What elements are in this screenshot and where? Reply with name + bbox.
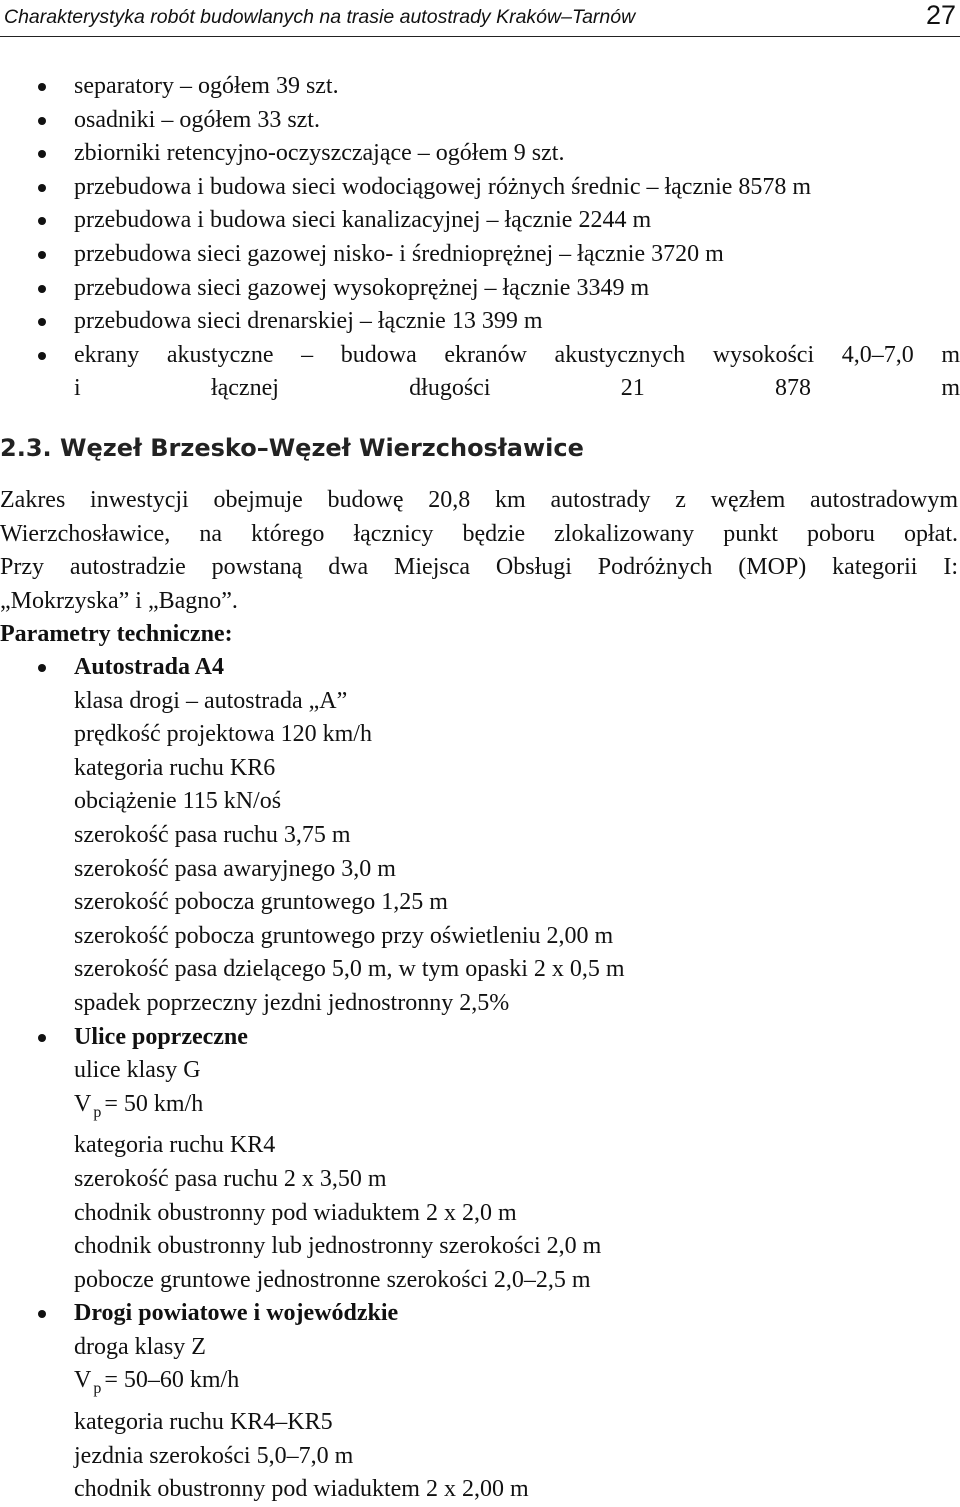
list-item: kategoria ruchu KR4	[74, 1132, 276, 1159]
bullet-icon	[38, 1034, 46, 1042]
design-speed-item: V $_p$ = 50 km/h	[74, 1090, 204, 1121]
list-item: kategoria ruchu KR4–KR5	[74, 1409, 333, 1436]
list-item: chodnik obustronny pod wiaduktem 2 x 2,00 m	[74, 1476, 529, 1503]
bullet-icon	[38, 318, 46, 326]
list-item-ekrany: ekrany akustyczne – budowa ekranów akustycznych wysokości 4,0–7,0 m i łącznej długości 21 878 m	[0, 339, 960, 406]
list-item: obciążenie 115 kN/oś	[74, 788, 282, 815]
section-paragraph	[0, 484, 958, 618]
bullet-icon	[38, 664, 46, 672]
group-title-ulice: Ulice poprzeczne	[0, 1021, 960, 1055]
list-item: przebudowa sieci gazowej nisko- i średnioprężnej – łącznie 3720 m	[0, 238, 960, 272]
bullet-icon	[38, 285, 46, 293]
paragraph-line: Zakres inwestycji obejmuje budowę 20,8 km autostrady z węzłem autostradowym	[0, 487, 958, 513]
list-item: szerokość pasa ruchu 2 x 3,50 m	[74, 1165, 387, 1192]
list-item: ulice klasy G	[74, 1057, 201, 1084]
list-item: przebudowa i budowa sieci kanalizacyjnej – łącznie 2244 m	[0, 204, 960, 238]
list-item: chodnik obustronny lub jednostronny szerokości 2,0 m	[74, 1233, 602, 1260]
bullet-icon	[38, 1310, 46, 1318]
paragraph-line: Przy autostradzie powstaną dwa Miejsca Obsługi Podróżnych (MOP) kategorii I:	[0, 554, 958, 581]
bullet-icon	[38, 117, 46, 125]
group-title-drogi: Drogi powiatowe i wojewódzkie	[0, 1297, 960, 1331]
bullet-icon	[38, 150, 46, 158]
list-item: klasa drogi – autostrada „A”	[74, 687, 348, 714]
list-item: chodnik obustronny pod wiaduktem 2 x 2,0 m	[74, 1199, 517, 1226]
list-item: przebudowa i budowa sieci wodociągowej różnych średnic – łącznie 8578 m	[0, 171, 960, 205]
list-item: szerokość pobocza gruntowego 1,25 m	[74, 889, 448, 916]
list-item: kategoria ruchu KR6	[74, 754, 276, 781]
list-item: szerokość pobocza gruntowego przy oświetleniu 2,00 m	[74, 922, 614, 949]
paragraph-line: Wierzchosławice, na którego łącznicy będzie zlokalizowany punkt poboru opłat.	[0, 520, 958, 547]
bullet-icon	[38, 83, 46, 91]
list-item: pobocze gruntowe jednostronne szerokości 2,0–2,5 m	[74, 1266, 591, 1293]
bullet-icon	[38, 184, 46, 192]
list-item: szerokość pasa ruchu 3,75 m	[74, 821, 351, 848]
works-bullet-list	[0, 70, 960, 406]
design-speed-item: V $_p$ = 50–60 km/h	[74, 1367, 240, 1398]
bullet-icon	[38, 217, 46, 225]
list-item: droga klasy Z	[74, 1333, 206, 1360]
list-item: osadniki – ogółem 33 szt.	[0, 104, 960, 138]
page-number: 27	[925, 0, 956, 30]
bullet-icon	[38, 352, 46, 360]
paragraph-line: „Mokrzyska” i „Bagno”.	[0, 587, 238, 614]
list-item: separatory – ogółem 39 szt.	[0, 70, 960, 104]
running-header	[0, 0, 960, 37]
section-heading: 2.3. Węzeł Brzesko–Węzeł Wierzchosławice	[0, 434, 584, 462]
list-item: zbiorniki retencyjno-oczyszczające – ogółem 9 szt.	[0, 137, 960, 171]
params-heading: Parametry techniczne:	[0, 621, 233, 647]
list-item: przebudowa sieci gazowej wysokoprężnej – łącznie 3349 m	[0, 272, 960, 306]
list-item: szerokość pasa dzielącego 5,0 m, w tym opaski 2 x 0,5 m	[74, 956, 625, 983]
list-item: szerokość pasa awaryjnego 3,0 m	[74, 855, 396, 882]
header-title: Charakterystyka robót budowlanych na trasie autostrady Kraków–Tarnów	[4, 6, 636, 28]
parameters-list	[0, 651, 960, 1507]
list-item: prędkość projektowa 120 km/h	[74, 721, 372, 748]
list-item: jezdnia szerokości 5,0–7,0 m	[74, 1442, 354, 1469]
bullet-icon	[38, 251, 46, 259]
list-item: przebudowa sieci drenarskiej – łącznie 13 399 m	[0, 305, 960, 339]
group-title-autostrada: Autostrada A4	[0, 651, 960, 685]
list-item: spadek poprzeczny jezdni jednostronny 2,5%	[74, 989, 510, 1016]
